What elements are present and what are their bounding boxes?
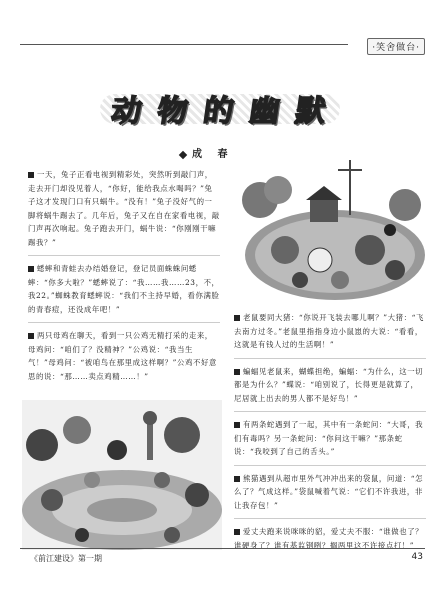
bullet-icon (234, 315, 240, 321)
joke-paragraph: 两只母鸡在聊天，看到一只公鸡无精打采的走来，母鸡问：“咱们了？没精神？”公鸡说：“我当生气！”母鸡问：“被咱鸟在那里成这样啊？”公鸡不好意思的说：“那……卖点鸡精……！” (28, 331, 217, 381)
joke-paragraph: 爱丈夫跑来说咪咪的貂，爱丈夫不服：“谁做也了？谁硬身了？谁有基监钢咧？搁两里这不许接点打！” (234, 527, 424, 550)
diamond-icon (179, 150, 187, 158)
bullet-icon (28, 266, 34, 272)
journal-name: 《前江建设》第一期 (30, 554, 102, 563)
bullet-icon (234, 369, 240, 375)
page-number: 43 (411, 552, 423, 562)
bullet-icon (234, 476, 240, 482)
article-title (104, 90, 334, 129)
header-rule (20, 44, 348, 45)
section-badge: ·笑舍做台· (367, 38, 425, 55)
left-column (28, 168, 220, 395)
zoo-animals-illustration (22, 400, 222, 550)
right-column (234, 311, 426, 564)
joke-paragraph: 一天，兔子正看电视到精彩处，突然听到敲门声，走去开门却没见着人，“你好，能给我点水喝吗？”兔子这才发现门口有只蜗牛。“没有！”兔子没好气的一脚将蜗牛踢去了。几年后，兔子又在自在家看电视，敲门声再次响起。兔子跑去开门，蜗牛说：“你刚刚干嘛踢我？” (28, 168, 220, 256)
farm-animals-illustration (240, 160, 425, 300)
joke-paragraph: 老鼠要同大猪：“你说开飞装去哪儿啊？”大猪：“飞去南方过冬。”老鼠里指指身边小鼠崽的大说：“看看，这就是有钱人过的生活啊！” (234, 311, 426, 359)
author-byline (180, 145, 233, 160)
bullet-icon (234, 529, 240, 535)
title-char: 动 (109, 94, 144, 129)
bullet-icon (234, 422, 240, 428)
title-char: 的 (201, 94, 236, 129)
author-name: 成 春 (192, 149, 234, 160)
title-char: 物 (155, 94, 190, 129)
joke-paragraph: 有两条蛇遇到了一起，其中有一条蛇问：“大哥，我们有毒吗？另一条蛇问：“你问这干嘛？”那条蛇说：“我咬到了自己的舌头。” (234, 418, 426, 466)
title-char: 幽 (247, 94, 282, 129)
joke-paragraph: 蝙蝠见老鼠来，蝴蝶担绝，蝙蝠：“为什么，这一切都是为什么？”蝶说：“咱别说了，长得更是就算了，尼居就上出去的男人都不是好鸟！” (234, 365, 426, 413)
bullet-icon (28, 333, 34, 339)
footer-rule (20, 548, 425, 549)
title-char: 默 (293, 94, 328, 129)
joke-paragraph: 熊猫遇到从超市里外气冲冲出来的袋鼠，问道：“怎么了？气成这样。”袋鼠喊着气说：“它们不许我进，非让我存包！” (234, 472, 426, 520)
joke-paragraph: 蟋蟀和青蛙去办结婚登记，登记员面蛛蛛问蟋蟀：“你多大啦？”蟋蟀说了：“我……我……23，不，我22。”蜘蛛教育蟋蟀说：“我们不主持早婚，看你满脸的青春痘，还没成年吧！” (28, 262, 220, 323)
bullet-icon (28, 172, 34, 178)
